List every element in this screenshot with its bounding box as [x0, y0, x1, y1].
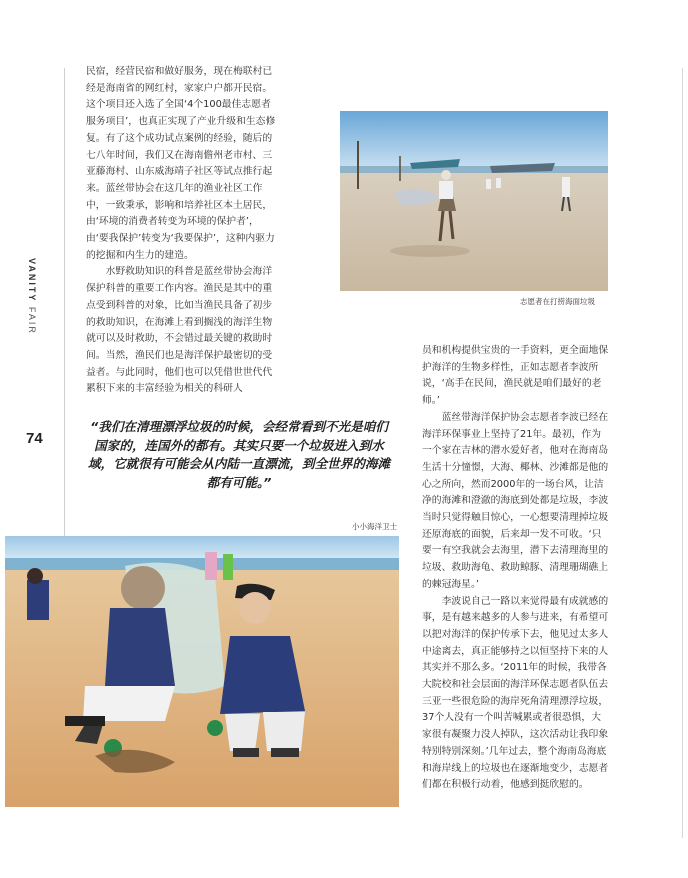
article-column-left	[86, 64, 276, 398]
paragraph: 李波说自己一路以来觉得最有成就感的事，是有越来越多的人参与进来，有希望可以把对海洋的保护传承下去，他见过太多人中途离去，真正能够持之以恒坚持下来的人其实并不那么多。‘2011年的时候，我带各大院校和社会层面的海洋环保志愿者队伍去三亚一些很危险的海岸死角清理漂浮垃圾，37个人没有一个叫苦喊累或者很恐惧，大家很有凝聚力没人掉队，这次活动让我印象特别特别深刻。’几年过去，整个海南岛海底和海岸线上的垃圾也在逐渐地变少，志愿者们都在积极行动着，他感到挺欣慰的。	[422, 595, 609, 791]
paragraph: 蓝丝带海洋保护协会志愿者李波已经在海洋环保事业上坚持了21年。最初，作为一个家在吉林的潜水爱好者，他对在海南岛生活十分憧憬，大海、椰林、沙滩都是他的心之所向，然而2000年的一场台风，让洁净的海滩和澄澈的海底到处都是垃圾，李波当时只觉得触目惊心，一心想要清理掉垃圾还原海底的面貌，后来却一发不可收。‘只要一有空我就会去海里，潜下去清理海里的垃圾、救助海龟、救助鲸豚、清理珊瑚礁上的棘冠海星。’	[422, 411, 609, 590]
article-column-right	[422, 343, 610, 794]
photo-caption: 小小海洋卫士	[352, 522, 397, 531]
paragraph: 员和机构提供宝贵的一手资料，更全面地保护海洋的生物多样性，正如志愿者李波所说，‘高手在民间，渔民就是咱们最好的老师。’	[422, 345, 609, 407]
kids-volunteer-photo	[5, 536, 399, 807]
paragraph: 民宿，经营民宿和做好服务，现在梅联村已经是海南省的网红村，家家户户都开民宿。这个项目还入选了全国‘4个100最佳志愿者服务项目’，也真正实现了产业升级和生态修复。有了这个成功试点案例的经验，随后的七八年时间，我们又在海南儋州老市村、三亚藤海村、山东威海靖子社区等试点推行起来。蓝丝带协会在这几年的渔业社区工作中，一致秉承，影响和培养社区本土居民，由‘环境的消费者转变为环境的保护者’，由‘要我保护’转变为‘我要保护’，这种内驱力的挖掘和内生力的建造。	[86, 66, 276, 261]
page-number: 74	[26, 430, 43, 447]
magazine-name: VANITY FAIR	[27, 258, 37, 335]
pull-quote: “我们在清理漂浮垃圾的时候，会经常看到不光是咱们国家的，连国外的都有。其实只要一个垃圾进入到水域，它就很有可能会从内陆一直漂流，到全世界的海滩都有可能。”	[87, 419, 391, 490]
left-column-rule	[64, 68, 65, 536]
right-page-edge-rule	[682, 68, 683, 838]
photo-caption: 志愿者在打捞海面垃圾	[520, 297, 595, 306]
paragraph: 水野救助知识的科普是蓝丝带协会海洋保护科普的重要工作内容。渔民是其中的重点受到科普的对象，比如当渔民具备了初步的救助知识，在海滩上看到搁浅的海洋生物就可以及时救助，不会错过最关键的救助时间。当然，渔民们也是海洋保护最密切的受益者。与此同时，他们也可以凭借世世代代累积下来的丰富经验为相关的科研人	[86, 266, 273, 395]
beach-cleanup-photo	[340, 111, 608, 291]
